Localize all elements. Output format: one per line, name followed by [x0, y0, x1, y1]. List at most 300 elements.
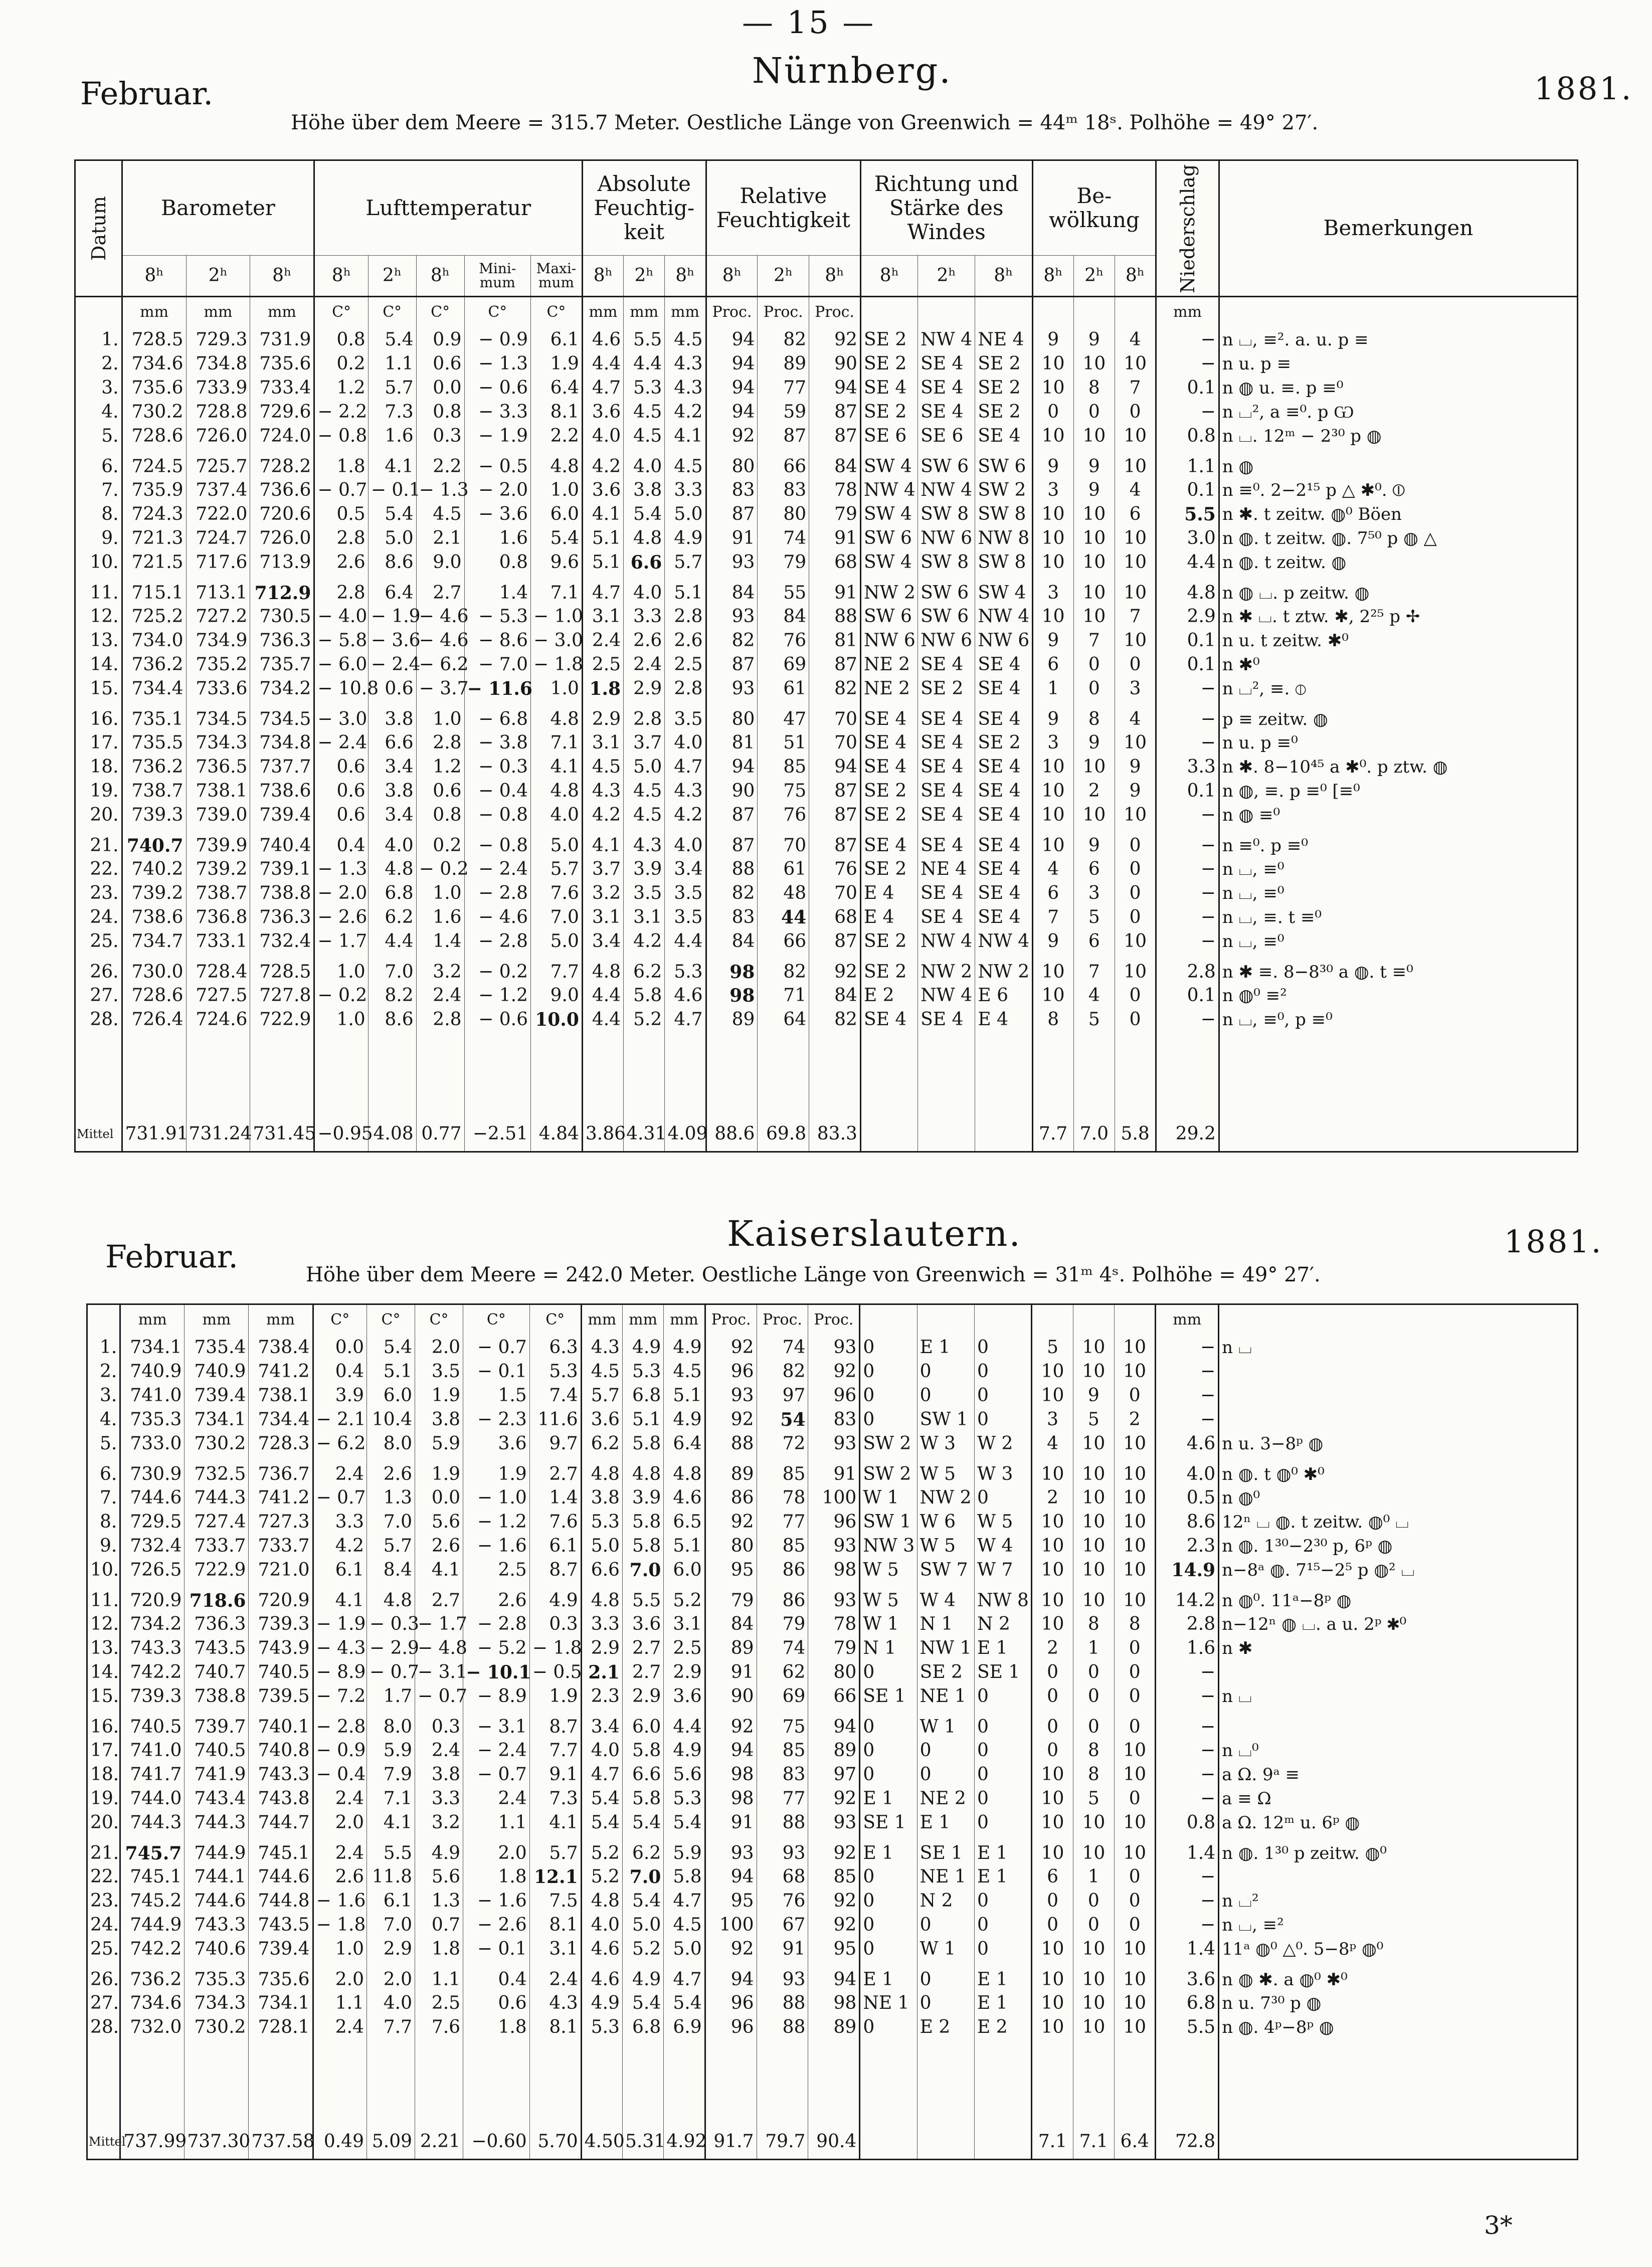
data-cell: 3.6: [582, 400, 623, 424]
data-cell: 1.0: [314, 1008, 368, 1032]
data-cell: 4.9: [664, 1739, 705, 1763]
data-cell: 8.2: [368, 984, 416, 1008]
data-cell: − 10.1: [463, 1660, 530, 1684]
data-cell: 10: [1032, 1787, 1073, 1811]
data-cell: 91: [705, 1811, 757, 1835]
mittel-row: [87, 2125, 1578, 2160]
data-cell: 85: [757, 1456, 808, 1486]
data-cell: 4.5: [664, 1913, 705, 1937]
data-cell: 7.6: [415, 2015, 463, 2039]
data-cell: 736.6: [250, 478, 314, 502]
mittel-cell: 0.77: [416, 1117, 464, 1152]
data-cell: 3.1: [582, 905, 623, 929]
data-cell: 4.7: [582, 376, 623, 400]
data-cell: 4.5: [624, 400, 665, 424]
data-cell: −: [1156, 1913, 1219, 1937]
data-cell: 5.7: [368, 376, 416, 400]
data-cell: 10: [1073, 1582, 1114, 1612]
data-cell: 0.3: [415, 1709, 463, 1739]
day-cell: 6.: [99, 1463, 117, 1484]
table-row: [75, 550, 1578, 575]
data-cell: n u. t zeitw. ✱⁰: [1219, 629, 1577, 653]
data-cell: 6.6: [368, 731, 416, 755]
data-cell: 84: [809, 448, 861, 478]
data-cell: 713.9: [250, 550, 314, 575]
data-cell: n ⌴, ≡². a. u. p ≡: [1219, 328, 1577, 352]
data-cell: 10: [1073, 2015, 1114, 2039]
data-cell: 0.7: [415, 1913, 463, 1937]
data-cell: 6.8: [1156, 1991, 1219, 2015]
data-cell: − 3.1: [463, 1709, 530, 1739]
subheader-abs-2h: 2ʰ: [624, 256, 665, 297]
data-cell: 84: [706, 575, 758, 605]
data-cell: 743.3: [120, 1636, 185, 1660]
data-cell: 0.8: [416, 400, 464, 424]
day-cell: 4.: [101, 401, 119, 422]
table-row: [87, 1384, 1578, 1408]
data-cell: 738.1: [186, 779, 250, 803]
data-cell: 0: [860, 1660, 917, 1684]
data-cell: − 0.1: [368, 478, 416, 502]
data-cell: NW 4: [918, 984, 975, 1008]
data-cell: 82: [809, 677, 861, 701]
data-cell: 10: [1032, 984, 1073, 1008]
data-cell: 3.9: [624, 857, 665, 881]
empty-cell: [622, 2039, 663, 2125]
empty-cell: [757, 2039, 808, 2125]
unit-cell: mm: [1156, 297, 1219, 328]
data-cell: 86: [705, 1486, 757, 1510]
data-cell: 2.8: [1156, 954, 1219, 984]
data-cell: 3.4: [368, 755, 416, 779]
table-row: [87, 1582, 1578, 1612]
unit-cell: C°: [415, 1304, 463, 1336]
day-cell: 14.: [90, 1661, 119, 1682]
data-cell: 77: [758, 376, 809, 400]
data-cell: 94: [808, 1709, 860, 1739]
data-cell: 79: [705, 1582, 757, 1612]
data-cell: 84: [706, 929, 758, 954]
day-cell: 25.: [90, 1938, 119, 1959]
data-cell: 0: [860, 1709, 917, 1739]
data-cell: − 1.2: [464, 984, 530, 1008]
unit-cell: [860, 1304, 917, 1336]
data-cell: n u. p ≡: [1219, 352, 1577, 376]
data-cell: 2.8: [624, 701, 665, 731]
data-cell: W 5: [917, 1456, 974, 1486]
data-cell: − 3.6: [464, 502, 530, 526]
data-cell: 0: [860, 1739, 917, 1763]
data-cell: 2.4: [415, 1739, 463, 1763]
data-cell: 9.0: [416, 550, 464, 575]
data-cell: 0: [917, 1991, 974, 2015]
data-cell: 5.1: [664, 1534, 705, 1558]
data-cell: 76: [757, 1889, 808, 1913]
data-cell: − 0.5: [529, 1660, 581, 1684]
data-cell: NW 2: [918, 954, 975, 984]
data-cell: 10: [1032, 1763, 1073, 1787]
data-cell: 735.3: [120, 1408, 185, 1432]
data-cell: 69: [757, 1684, 808, 1709]
data-cell: NW 6: [918, 526, 975, 550]
data-cell: −: [1156, 1684, 1219, 1709]
data-cell: −: [1156, 1787, 1219, 1811]
data-cell: 9: [1032, 629, 1073, 653]
data-cell: 78: [808, 1612, 860, 1636]
data-cell: 85: [757, 1739, 808, 1763]
day-cell: 20.: [90, 1812, 119, 1833]
data-cell: 7.0: [531, 905, 583, 929]
data-cell: 84: [705, 1612, 757, 1636]
data-cell: 0: [975, 1937, 1032, 1961]
data-cell: 10: [1073, 1811, 1114, 1835]
table-row: [87, 1408, 1578, 1432]
data-cell: 4.1: [529, 1811, 581, 1835]
year-label-2: 1881.: [1504, 1223, 1603, 1260]
data-cell: NE 1: [917, 1684, 974, 1709]
data-cell: 0: [1073, 1889, 1114, 1913]
data-cell: 718.6: [185, 1582, 249, 1612]
data-cell: 74: [758, 526, 809, 550]
data-cell: 89: [706, 1008, 758, 1032]
data-cell: 7: [1115, 376, 1156, 400]
data-cell: 1.1: [1156, 448, 1219, 478]
empty-cell: [186, 1032, 250, 1117]
data-cell: 739.2: [122, 881, 186, 905]
empty-cell: [860, 2039, 917, 2125]
data-cell: 10: [1032, 954, 1073, 984]
data-cell: 1.1: [368, 352, 416, 376]
data-cell: 4: [1115, 328, 1156, 352]
data-cell: 733.1: [186, 929, 250, 954]
data-cell: 4.5: [581, 1360, 622, 1384]
data-cell: − 10.8: [314, 677, 368, 701]
unit-cell: mm: [624, 297, 665, 328]
data-cell: 10: [1115, 424, 1156, 448]
data-cell: 734.1: [185, 1408, 249, 1432]
data-cell: 80: [706, 701, 758, 731]
data-cell: 1.9: [415, 1456, 463, 1486]
day-cell: 22.: [90, 1866, 119, 1887]
data-cell: 10: [1032, 1961, 1073, 1991]
data-cell: 6.5: [664, 1510, 705, 1534]
data-cell: NW 4: [975, 929, 1032, 954]
data-cell: 0.2: [416, 827, 464, 857]
data-cell: − 6.8: [464, 701, 530, 731]
data-cell: 0: [1073, 1684, 1114, 1709]
data-cell: 738.1: [249, 1384, 313, 1408]
data-cell: 724.5: [122, 448, 186, 478]
unit-cell: mm: [622, 1304, 663, 1336]
data-cell: 727.2: [186, 605, 250, 629]
data-cell: 2.0: [415, 1336, 463, 1360]
data-cell: 9: [1032, 448, 1073, 478]
data-cell: 7: [1073, 629, 1115, 653]
data-cell: − 0.3: [366, 1612, 415, 1636]
data-cell: 7.7: [531, 954, 583, 984]
data-cell: − 2.8: [313, 1709, 366, 1739]
data-cell: 1.8: [582, 677, 623, 701]
empty-cell: [1032, 2039, 1073, 2125]
data-cell: − 1.6: [463, 1889, 530, 1913]
data-cell: [1219, 1709, 1578, 1739]
data-cell: 730.2: [185, 1432, 249, 1456]
data-cell: SE 4: [860, 376, 917, 400]
data-cell: 0.6: [463, 1991, 530, 2015]
data-cell: 728.1: [249, 2015, 313, 2039]
day-cell: 1.: [101, 329, 119, 350]
data-cell: 734.4: [122, 677, 186, 701]
data-cell: −: [1156, 1763, 1219, 1787]
data-cell: 5.4: [368, 328, 416, 352]
data-cell: W 1: [860, 1612, 917, 1636]
data-cell: 4.6: [665, 984, 706, 1008]
data-cell: 5.4: [622, 1811, 663, 1835]
data-cell: 5.9: [415, 1432, 463, 1456]
mittel-cell: 69.8: [758, 1117, 809, 1152]
data-cell: 87: [809, 827, 861, 857]
data-cell: 730.0: [122, 954, 186, 984]
empty-cell: [665, 1032, 706, 1117]
data-cell: 96: [705, 1991, 757, 2015]
data-cell: n ◍: [1219, 448, 1577, 478]
data-cell: n u. p ≡⁰: [1219, 731, 1577, 755]
data-cell: 3.4: [581, 1709, 622, 1739]
data-cell: 744.0: [120, 1787, 185, 1811]
table-row: [75, 400, 1578, 424]
data-cell: 87: [758, 424, 809, 448]
data-cell: 5.3: [581, 2015, 622, 2039]
data-cell: −: [1156, 677, 1219, 701]
mittel-cell: 737.58: [249, 2125, 313, 2160]
data-cell: E 2: [860, 984, 917, 1008]
data-cell: n ◍. 4ᵖ−8ᵖ ◍: [1219, 2015, 1578, 2039]
data-cell: − 1.9: [368, 605, 416, 629]
day-cell: 1.: [99, 1337, 117, 1358]
data-cell: 2.7: [622, 1636, 663, 1660]
subheader-rel-8h: 8ʰ: [706, 256, 758, 297]
day-cell: 16.: [90, 708, 119, 729]
data-cell: 6.0: [622, 1709, 663, 1739]
table-row: [75, 755, 1578, 779]
data-cell: 4.7: [581, 1763, 622, 1787]
data-cell: W 1: [917, 1709, 974, 1739]
data-cell: 736.3: [250, 629, 314, 653]
data-cell: 4: [1115, 478, 1156, 502]
data-cell: n ◍⁰: [1219, 1486, 1578, 1510]
data-cell: 4.6: [664, 1486, 705, 1510]
table-row: [87, 1937, 1578, 1961]
data-cell: 86: [757, 1582, 808, 1612]
empty-cell: [706, 1032, 758, 1117]
data-cell: 2: [1032, 1636, 1073, 1660]
table-row: [75, 352, 1578, 376]
data-cell: 78: [809, 478, 861, 502]
data-cell: SE 1: [975, 1660, 1032, 1684]
table-row: [87, 1961, 1578, 1991]
data-cell: 2.1: [416, 526, 464, 550]
data-cell: 11ᵃ ◍⁰ △⁰. 5−8ᵖ ◍⁰: [1219, 1937, 1578, 1961]
data-cell: 92: [808, 1835, 860, 1865]
data-cell: −: [1156, 881, 1219, 905]
data-cell: 10: [1073, 352, 1115, 376]
subheader-abs-8h: 8ʰ: [582, 256, 623, 297]
data-cell: 741.9: [185, 1763, 249, 1787]
data-cell: 5.7: [531, 857, 583, 881]
day-cell: 11.: [90, 1590, 119, 1611]
data-cell: 3: [1032, 1408, 1073, 1432]
data-cell: 738.8: [250, 881, 314, 905]
data-cell: 91: [705, 1660, 757, 1684]
data-cell: 734.8: [186, 352, 250, 376]
data-cell: 0.5: [314, 502, 368, 526]
data-cell: 5.2: [622, 1937, 663, 1961]
data-cell: 724.3: [122, 502, 186, 526]
data-cell: 3.1: [664, 1612, 705, 1636]
data-cell: 72: [757, 1432, 808, 1456]
mittel-label: Mittel: [77, 1126, 114, 1141]
data-cell: 7.6: [529, 1510, 581, 1534]
data-cell: − 0.3: [464, 755, 530, 779]
table-row: [87, 1510, 1578, 1534]
data-cell: 0: [1032, 1889, 1073, 1913]
data-cell: 4.8: [531, 779, 583, 803]
data-cell: 4.0: [624, 575, 665, 605]
table-row: [87, 1835, 1578, 1865]
unit-cell: C°: [313, 1304, 366, 1336]
data-cell: − 11.6: [464, 677, 530, 701]
data-cell: 8.0: [366, 1432, 415, 1456]
data-cell: 85: [808, 1865, 860, 1889]
data-cell: NW 1: [917, 1636, 974, 1660]
data-cell: 4.6: [581, 1961, 622, 1991]
data-cell: 724.7: [186, 526, 250, 550]
data-cell: 0: [917, 1384, 974, 1408]
unit-cell: [1073, 1304, 1114, 1336]
data-cell: − 1.0: [463, 1486, 530, 1510]
unit-cell: mm: [186, 297, 250, 328]
data-cell: 728.4: [186, 954, 250, 984]
data-cell: − 0.2: [416, 857, 464, 881]
table-row: [75, 1008, 1578, 1032]
data-cell: 76: [758, 803, 809, 827]
data-cell: n ◍ ≡⁰: [1219, 803, 1577, 827]
data-cell: 0.6: [314, 755, 368, 779]
data-cell: 5.2: [664, 1582, 705, 1612]
station-info-2: Höhe über dem Meere = 242.0 Meter. Oestliche Länge von Greenwich = 31ᵐ 4ˢ. Polhöhe = 49° 27′.: [306, 1263, 1321, 1286]
day-cell: 27.: [90, 985, 119, 1006]
data-cell: 2.6: [415, 1534, 463, 1558]
data-cell: −: [1156, 1660, 1219, 1684]
data-cell: SE 4: [918, 400, 975, 424]
data-cell: 9.6: [531, 550, 583, 575]
data-cell: 10: [1032, 605, 1073, 629]
data-cell: 7.0: [622, 1865, 663, 1889]
data-cell: 5.3: [622, 1360, 663, 1384]
unit-cell: mm: [1156, 1304, 1219, 1336]
data-cell: NW 8: [975, 1582, 1032, 1612]
subheader-cloud-8h: 8ʰ: [1032, 256, 1073, 297]
data-cell: SW 1: [917, 1408, 974, 1432]
table-row: [75, 984, 1578, 1008]
data-cell: 2.8: [314, 575, 368, 605]
data-cell: 4: [1115, 701, 1156, 731]
empty-cell: [705, 2039, 757, 2125]
unit-cell: [1115, 297, 1156, 328]
data-cell: 5.0: [531, 929, 583, 954]
data-cell: 0: [1115, 881, 1156, 905]
data-cell: − 1.8: [529, 1636, 581, 1660]
data-cell: 726.4: [122, 1008, 186, 1032]
data-cell: 10: [1115, 1811, 1156, 1835]
data-cell: − 6.2: [313, 1432, 366, 1456]
data-cell: 0.1: [1156, 653, 1219, 677]
mittel-cell: 4.08: [368, 1117, 416, 1152]
data-cell: 2.8: [1156, 1612, 1219, 1636]
data-cell: NW 6: [860, 629, 917, 653]
data-cell: 92: [705, 1937, 757, 1961]
data-cell: 2.5: [664, 1636, 705, 1660]
data-cell: 8.1: [529, 1913, 581, 1937]
data-cell: − 2.1: [313, 1408, 366, 1432]
data-cell: 2.9: [664, 1660, 705, 1684]
data-cell: − 0.7: [463, 1763, 530, 1787]
unit-cell: C°: [463, 1304, 530, 1336]
unit-cell: Proc.: [705, 1304, 757, 1336]
kaiserslautern-table: [86, 1303, 1578, 2160]
data-cell: 0: [1115, 1913, 1156, 1937]
data-cell: 739.5: [249, 1684, 313, 1709]
data-cell: 1.1: [313, 1991, 366, 2015]
data-cell: 728.8: [186, 400, 250, 424]
data-cell: 0: [917, 1739, 974, 1763]
data-cell: 9: [1073, 328, 1115, 352]
day-cell: 15.: [90, 1685, 119, 1707]
data-cell: − 4.6: [464, 905, 530, 929]
data-cell: 92: [705, 1709, 757, 1739]
data-cell: 3.2: [415, 1811, 463, 1835]
data-cell: 82: [706, 881, 758, 905]
data-cell: 5.0: [665, 502, 706, 526]
header-barometer: Barometer: [122, 160, 314, 256]
day-cell: 7.: [99, 1487, 117, 1508]
mittel-cell: [1219, 1117, 1577, 1152]
data-cell: SE 2: [975, 376, 1032, 400]
empty-cell: [809, 1032, 861, 1117]
data-cell: 1.0: [531, 478, 583, 502]
data-cell: 1.6: [416, 905, 464, 929]
data-cell: 3.6: [664, 1684, 705, 1709]
data-cell: 740.2: [122, 857, 186, 881]
data-cell: 2.4: [416, 984, 464, 1008]
data-cell: 4: [1073, 984, 1115, 1008]
data-cell: − 1.8: [313, 1913, 366, 1937]
data-cell: 10: [1115, 1835, 1156, 1865]
data-cell: 5.8: [664, 1865, 705, 1889]
data-cell: 3.4: [665, 857, 706, 881]
data-cell: 4.7: [665, 755, 706, 779]
empty-cell: [463, 2039, 530, 2125]
data-cell: 79: [757, 1612, 808, 1636]
data-cell: 0: [860, 1360, 917, 1384]
data-cell: NW 4: [918, 328, 975, 352]
data-cell: 5.4: [622, 1991, 663, 2015]
data-cell: −: [1156, 328, 1219, 352]
data-cell: SE 2: [975, 400, 1032, 424]
data-cell: −: [1156, 857, 1219, 881]
data-cell: 3.0: [1156, 526, 1219, 550]
data-cell: 88: [757, 2015, 808, 2039]
